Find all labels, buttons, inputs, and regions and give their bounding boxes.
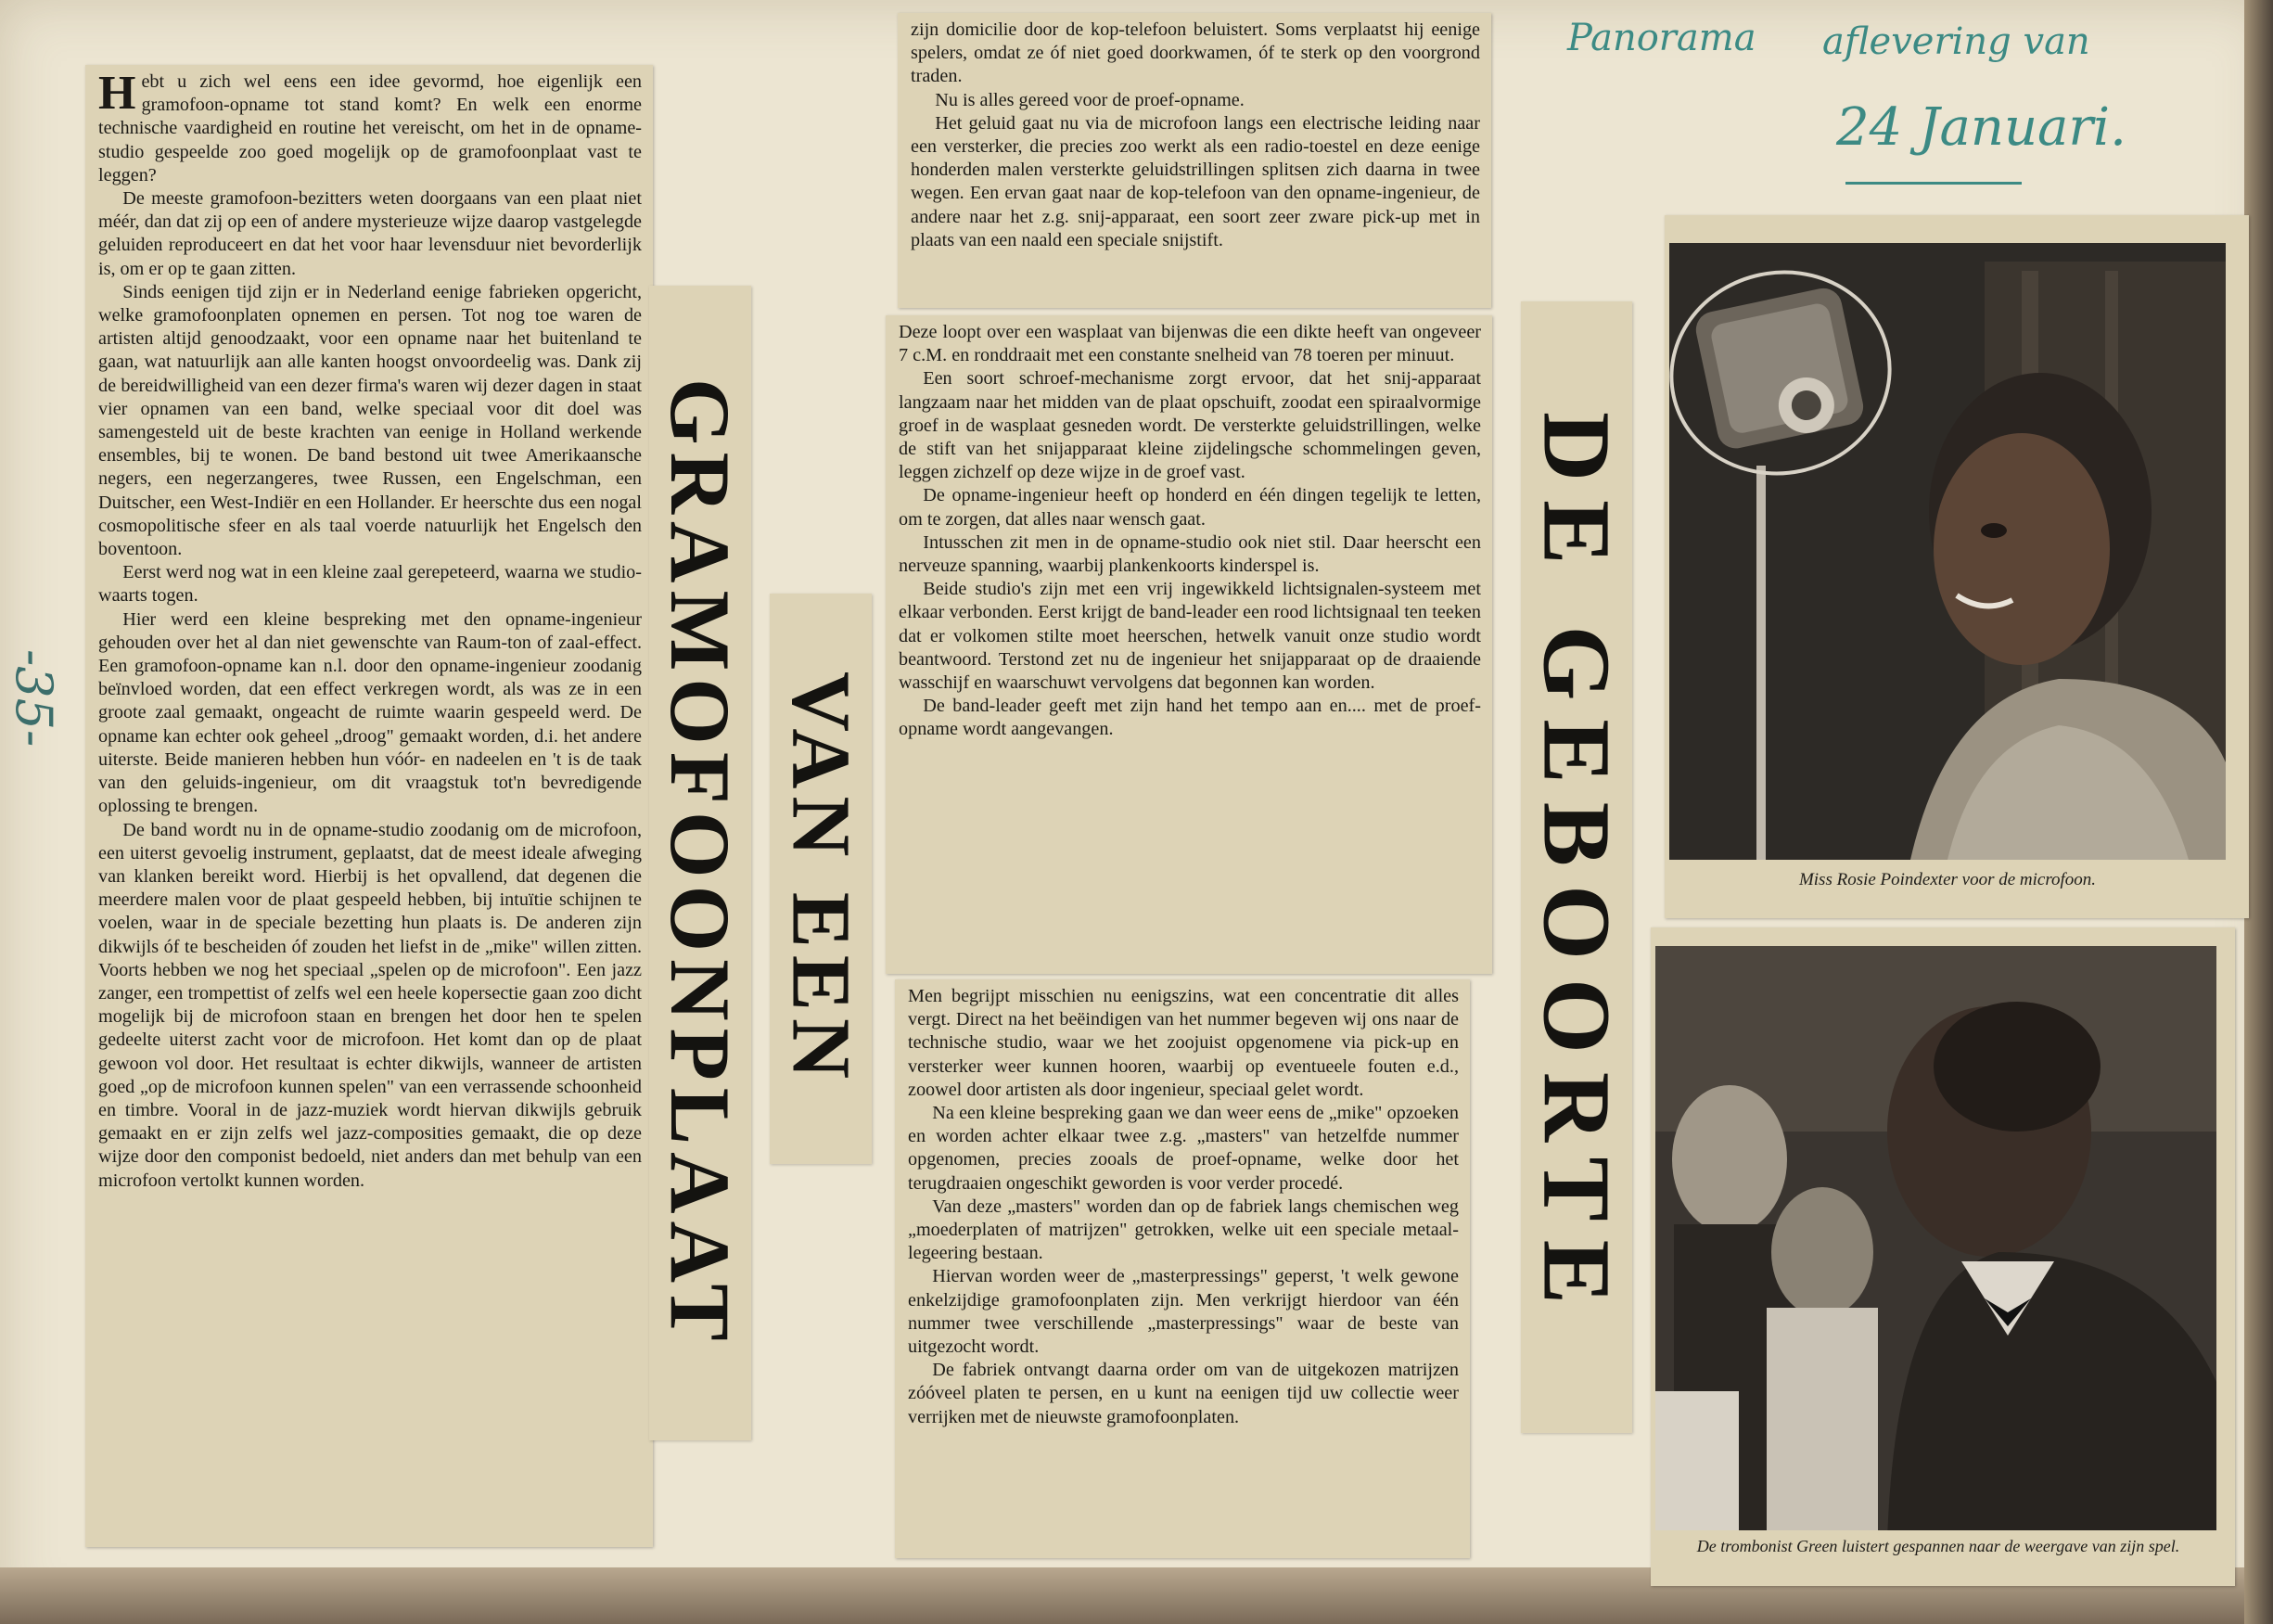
- handwritten-page-number: -35-: [5, 649, 63, 748]
- article-col2b-para-3: De opname-ingenieur heeft op honderd en één dingen tegelijk te letten, om te zorgen, dat alles naar wensch gaat.: [899, 485, 1481, 530]
- article-col2c-para-1: Men begrijpt misschien nu eenigszins, wat een concentratie dit alles vergt. Direct na het beëindigen van het nummer begeven wij ons naar de technische studio, waar we het zoojuist opgenomene via pick-up en versterker weer kunnen hooren, waarbij op eventueele fouten e.d., zoowel door artisten als door ingenieur, speciaal gelet wordt.: [908, 986, 1459, 1100]
- article-col2b-para-4: Intusschen zit men in de opname-studio ook niet stil. Daar heerscht een nerveuze spanning, waarbij plankenkoorts kinderspel is.: [899, 531, 1481, 577]
- article-column-2a: [898, 13, 1491, 308]
- article-col2c-para-4: Hiervan worden weer de „masterpressings" geperst, 't welk gewone enkelzijdige gramofoonplaten zijn. Men verkrijgt hierdoor van één nummer twee verschillende „masterpressings" waar de beste van uitgezocht wordt.: [908, 1266, 1459, 1358]
- headline-van-een: VAN EEN: [770, 594, 872, 1164]
- handwritten-panorama: Panorama: [1567, 17, 1756, 59]
- article-column-2b: [886, 315, 1492, 974]
- article-col1-para-2: De meeste gramofoon-bezitters weten doorgaans van een plaat niet méér, dan dat zij op een of andere mysterieuze wijze daarop vastgelegde geluiden reproduceert en dat het voor haar levensduur niet bevorderlijk is, om er op te gaan zitten.: [98, 188, 642, 279]
- article-col2b-para-6: De band-leader geeft met zijn hand het tempo aan en.... met de proef-opname wordt aangevangen.: [899, 696, 1481, 740]
- article-col1-para-3: Sinds eenigen tijd zijn er in Nederland eenige fabrieken opgericht, welke gramofoonplaten opnemen en persen. Tot nog toe waren de artisten altijd genoodzaakt, voor een opname naar het buitenland te gaan, wat natuurlijk aan alle kanten hoogst onvoordeelig was. Dank zij de bereidwilligheid van een dezer firma's waren wij dezer dagen in staat vier opnamen van een band, welke speciaal voor dit doel was samengesteld uit de beste krachten van eenige in Holland werkende ensembles, bij te wonen. De band bestond uit twee Amerikaansche negers, een negerzangeres, twee Russen, een Engelschman, een Duitscher, een West-Indiër en een Hollander. Er heerschte dus een nogal cosmopolitische sfeer en als taal voerde natuurlijk het Engelsch den boventoon.: [98, 281, 642, 560]
- date-underline: [1845, 182, 2022, 185]
- drop-cap: H: [98, 67, 136, 120]
- photo-green-illustration: [1655, 946, 2216, 1530]
- article-col2a-para-3: Het geluid gaat nu via de microfoon langs een electrische leiding naar een versterker, die precies zoo werkt als een radio-toestel en deze eenige honderden malen versterkte geluidstrillingen splitsen zich daarna in twee wegen. Een ervan gaat naar de kop-telefoon van den opname-ingenieur, de andere naar het z.g. snij-apparaat, een soort zeer zware pick-up met in plaats van een naald een speciale snijstift.: [911, 112, 1480, 250]
- article-col2c-para-3: Van deze „masters" worden dan op de fabriek langs chemischen weg „moederplaten of matrijzen" getrokken, welke uit een speciale metaal-legeering bestaan.: [908, 1196, 1459, 1264]
- article-col2c-para-5: De fabriek ontvangt daarna order om van de uitgekozen matrijzen zóóveel platen te persen, en u kunt na eenigen tijd uw collectie weer verrijken met de nieuwste gramofoonplaten.: [908, 1360, 1459, 1427]
- photo-trombonist-green: [1655, 946, 2216, 1530]
- article-col1-para-5: Hier werd een kleine bespreking met den opname-ingenieur gehouden over het al dan niet gewenschte van Raum-ton of zaal-effect. Een gramofoon-opname kan n.l. door den opname-ingenieur zoodanig beïnvloed worden, dat een effect verkregen wordt, als was ze in een groote zaal gemaakt, ongeacht de ruimte waarin gespeeld werd. De opname kan echter ook geheel „droog" gemaakt worden, d.i. het andere uiterste. Beide manieren hebben hun vóór- en nadeelen en 't is de taak van den geluids-ingenieur, om dit vraagstuk tot'n bevredigende oplossing te brengen.: [98, 608, 642, 817]
- article-col2c-para-2: Na een kleine bespreking gaan we dan weer eens de „mike" opzoeken en worden achter elkaar twee z.g. „masters" van hetzelfde nummer opgenomen, precies zooals de proef-opname, welke door het terugdraaien ongeschikt geworden is voor verder procedé.: [908, 1103, 1459, 1194]
- article-column-2c: [895, 979, 1470, 1558]
- photo-rosie-poindexter: [1669, 243, 2226, 860]
- article-col1-para-6: De band wordt nu in de opname-studio zoodanig om de microfoon, een uiterst gevoelig instrument, geplaatst, dat de meest ideale afweging van klanken bereikt word. Hierbij is het opvallend, dat degenen die meerdere malen voor de plaat gespeeld hebben, bij intuïtie schijnen te voelen, waar in de speciale bezetting hun plaats is. De anderen zijn dikwijls óf te bescheiden óf zouden het liefst in de „mike" willen zitten. Voorts hebben we nog het speciaal „spelen op de microfoon". Een jazz zanger, een trompettist of zelfs wel een heele kopersectie gaan zoo dicht mogelijk bij de microfoon staan en brengen het door hen te spelen gedeelte uiterst zacht voor de microfoon. Het komt dan op de plaat gewoon vol door. Het resultaat is echter dikwijls, wanneer de artisten goed „op de microfoon kunnen spelen" van een verrassende schoonheid en timbre. Vooral in de jazz-muziek wordt hiervan dikwijls gebruik gemaakt en er zijn zelfs wel jazz-composities gemaakt, die op deze wijze door den componist bedoeld, niet anders dan met behulp van een microfoon vertolkt kunnen worden.: [98, 819, 642, 1191]
- article-col2a-para-1: zijn domicilie door de kop-telefoon beluistert. Soms verplaatst hij eenige spelers, omdat ze óf niet goed doorkwamen, óf te sterk op den voorgrond traden.: [911, 19, 1480, 87]
- headline-gramofoonplaat: GRAMOFOONPLAAT: [649, 286, 751, 1440]
- article-column-1: [85, 65, 653, 1547]
- handwritten-aflevering: aflevering van: [1822, 20, 2090, 63]
- photo-rosie-illustration: [1669, 243, 2226, 860]
- article-col1-para-1: Hebt u zich wel eens een idee gevormd, hoe eigenlijk een gramofoon-opname tot stand komt? En welk een enorme technische vaardigheid en routine het vereischt, om het in de opname-studio gespeelde zoo goed mogelijk op de gramofoonplaat vast te leggen?: [98, 67, 642, 185]
- photo-caption-top: Miss Rosie Poindexter voor de microfoon.: [1798, 870, 2097, 889]
- article-col2b-para-2: Een soort schroef-mechanisme zorgt ervoor, dat het snij-apparaat langzaam naar het midden van de plaat opschuift, zoodat een spiraalvormige groef in de wasplaat gesneden wordt. De versterkte geluidstrillingen, welke de stift van het snijapparaat kleine zijdelingsche schommelingen geven, leggen zichzelf op deze wijze in de groef vast.: [899, 368, 1481, 483]
- article-col2b-para-1: Deze loopt over een wasplaat van bijenwas die een dikte heeft van ongeveer 7 c.M. en ronddraait met een constante snelheid van 78 toeren per minuut.: [899, 322, 1481, 366]
- article-col2b-para-5: Beide studio's zijn met een vrij ingewikkeld lichtsignalen-systeem met elkaar verbonden. Eerst krijgt de band-leader een rood lichtsignaal ten teeken dat er volkomen stilte moet heerschen, hetwelk vanuit onze studio wordt beantwoord. Terstond zet nu de ingenieur het snijapparaat op de draaiende wasschijf en waarschuwt vervolgens dat begonnen kan worden.: [899, 579, 1481, 694]
- photo-caption-bottom: De trombonist Green luistert gespannen naar de weergave van zijn spel.: [1696, 1537, 2180, 1555]
- article-col2a-para-2: Nu is alles gereed voor de proef-opname.: [935, 89, 1245, 110]
- headline-de-geboorte: DE GEBOORTE: [1521, 301, 1632, 1433]
- handwritten-date: 24 Januari.: [1836, 97, 2126, 158]
- article-col1-para-4: Eerst werd nog wat in een kleine zaal gerepeteerd, waarna we studio-waarts togen.: [98, 562, 642, 607]
